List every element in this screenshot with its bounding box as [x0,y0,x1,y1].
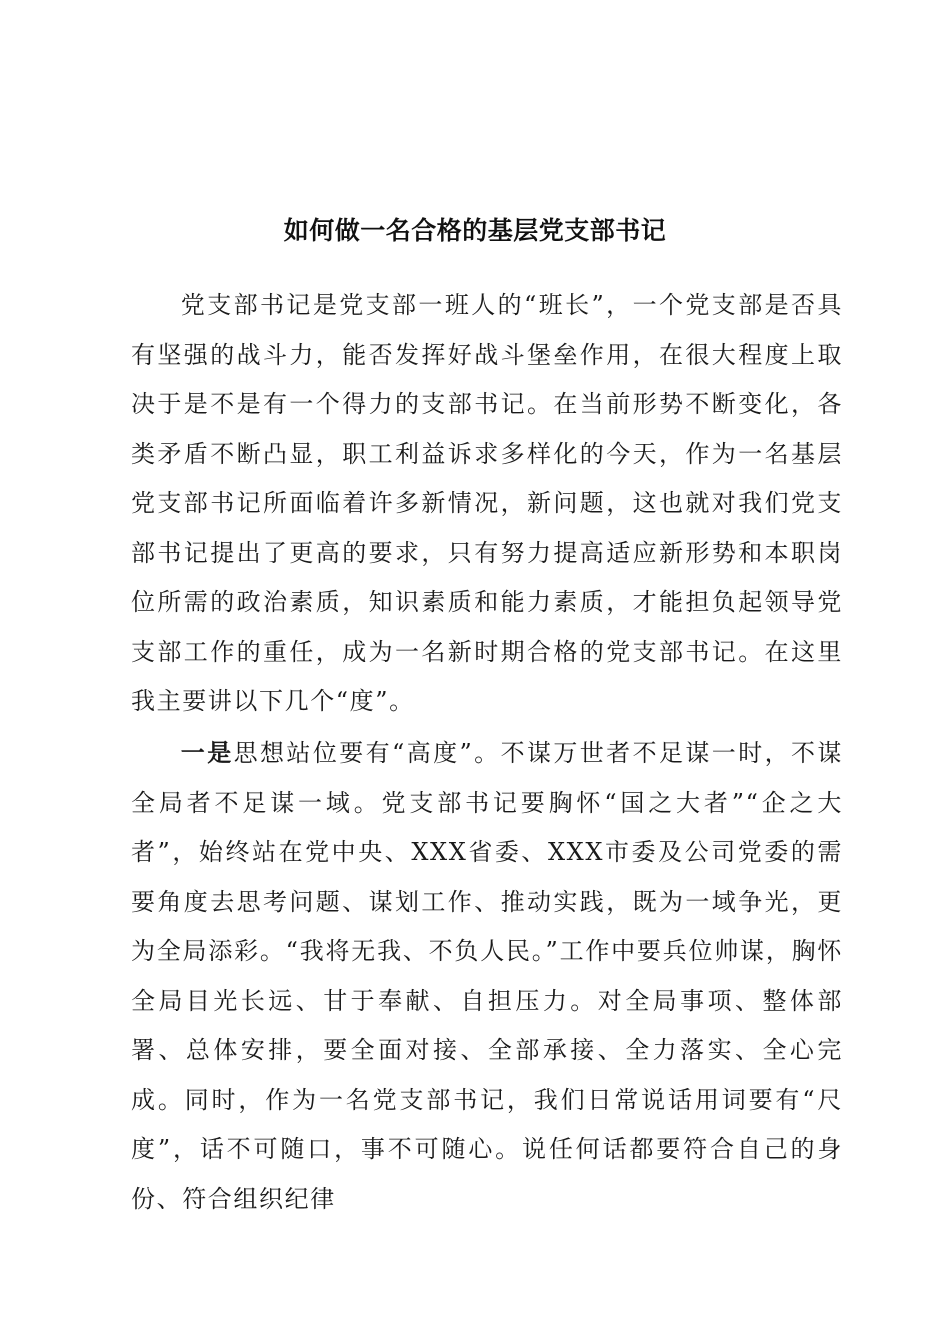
paragraph-intro-text: 党支部书记是党支部一班人的“班长”，一个党支部是否具有坚强的战斗力，能否发挥好战斗堡垒作用，在很大程度上取决于是不是有一个得力的支部书记。在当前形势不断变化，各类矛盾不断凸显，职工利益诉求多样化的今天，作为一名基层党支部书记所面临着许多新情况，新问题，这也就对我们党支部书记提出了更高的要求，只有努力提高适应新形势和本职岗位所需的政治素质，知识素质和能力素质，才能担负起领导党支部工作的重任，成为一名新时期合格的党支部书记。在这里我主要讲以下几个“度”。 [131,291,843,715]
paragraph-point-one-lead: 一是 [180,738,234,767]
document-title: 如何做一名合格的基层党支部书记 [283,216,667,245]
paragraph-intro [131,281,843,727]
paragraph-point-one-text: 思想站位要有“高度”。不谋万世者不足谋一时，不谋全局者不足谋一域。党支部书记要胸怀“国之大者”“企之大者”，始终站在党中央、XXX省委、XXX市委及公司党委的需要角度去思考问题、谋划工作、推动实践，既为一域争光，更为全局添彩。“我将无我、不负人民。”工作中要兵位帅谋，胸怀全局目光长远、甘于奉献、自担压力。对全局事项、整体部署、总体安排，要全面对接、全部承接、全力落实、全心完成。同时，作为一名党支部书记，我们日常说话用词要有“尺度”，话不可随口，事不可随心。说任何话都要符合自己的身份、符合组织纪律 [131,739,843,1213]
paragraph-point-one [131,728,843,1224]
